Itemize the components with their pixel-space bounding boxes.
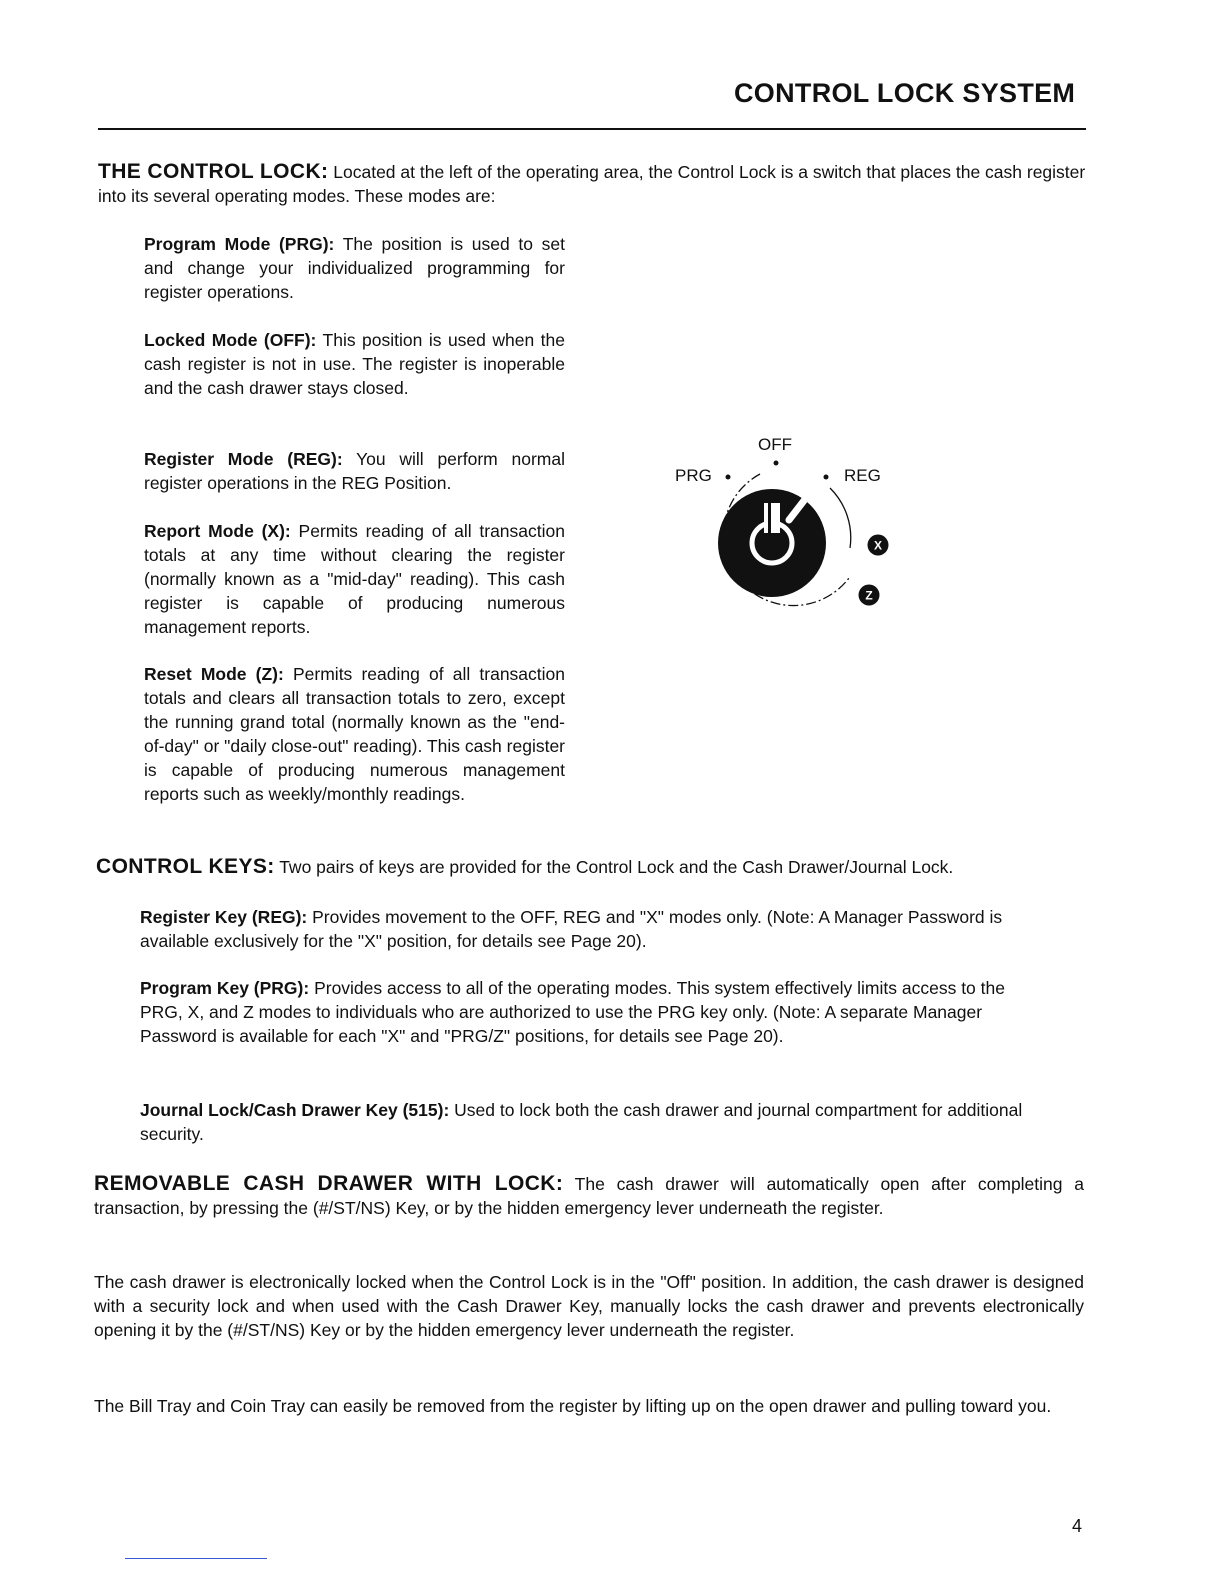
header-rule xyxy=(98,128,1086,130)
mode-term: Register Mode (REG): xyxy=(144,449,343,469)
mode-text: Permits reading of all transaction totals and clears all transaction totals to zero, except the running grand total (normally known as the "end-of-day" or "daily close-out" reading). This cash register is capable of producing numerous management reports such as weekly/monthly readings. xyxy=(144,664,566,804)
mode-register xyxy=(144,447,565,495)
control-keys-text: Two pairs of keys are provided for the Control Lock and the Cash Drawer/Journal Lock. xyxy=(274,857,954,877)
control-lock-text: Located at the left of the operating area, the Control Lock is a switch that places the cash register into its several operating modes. These modes are: xyxy=(98,162,1086,206)
control-lock-paragraph xyxy=(98,160,1086,208)
cash-drawer-paragraph xyxy=(94,1172,1084,1220)
cash-drawer-lock-paragraph: The cash drawer is electronically locked when the Control Lock is in the "Off" position. In addition, the cash drawer is designed with a security lock and when used with the Cash Drawer Key, manually locks the cash drawer and prevents electronically opening it by the (#/ST/NS) Key or by the hidden emergency lever underneath the register. xyxy=(94,1272,1084,1340)
reg-position-dot xyxy=(824,475,829,480)
mode-reset xyxy=(144,662,565,806)
key-term: Register Key (REG): xyxy=(140,907,308,927)
key-item-program xyxy=(140,976,1040,1048)
footer-rule xyxy=(125,1558,267,1559)
mode-text: You will perform normal register operations in the REG Position. xyxy=(144,449,565,493)
prg-position-dot xyxy=(726,475,731,480)
control-lock-diagram xyxy=(664,428,914,638)
key-term: Journal Lock/Cash Drawer Key (515): xyxy=(140,1100,450,1120)
page-title: CONTROL LOCK SYSTEM xyxy=(734,78,1076,108)
mode-program xyxy=(144,232,565,304)
key-slot-groove xyxy=(768,503,771,533)
key-slot xyxy=(764,503,780,533)
diagram-label-off: OFF xyxy=(758,435,792,454)
control-keys-paragraph xyxy=(96,855,1088,879)
mode-term: Reset Mode (Z): xyxy=(144,664,284,684)
mode-term: Locked Mode (OFF): xyxy=(144,330,317,350)
diagram-label-reg: REG xyxy=(844,466,881,485)
key-term: Program Key (PRG): xyxy=(140,978,310,998)
mode-text: The position is used to set and change your individualized programming for register operations. xyxy=(144,234,565,302)
control-lock-svg xyxy=(664,428,914,638)
mode-term: Report Mode (X): xyxy=(144,521,291,541)
key-text: Provides access to all of the operating modes. This system effectively limits access to the PRG, X, and Z modes to individuals who are authorized to use the PRG key only. (Note: A separate Manager Password is available for each "X" and "PRG/Z" positions, for details see Page 20). xyxy=(140,978,1005,1046)
mode-z-badge-label: Z xyxy=(865,588,873,603)
key-item-journal xyxy=(140,1098,1040,1146)
lock-ring-arc xyxy=(830,488,851,548)
cash-drawer-heading: REMOVABLE CASH DRAWER WITH LOCK: xyxy=(94,1172,564,1195)
key-text: Used to lock both the cash drawer and journal compartment for additional security. xyxy=(140,1100,1023,1144)
mode-x-badge-label: X xyxy=(873,538,883,553)
mode-report xyxy=(144,519,565,639)
off-position-dot xyxy=(774,461,779,466)
mode-term: Program Mode (PRG): xyxy=(144,234,335,254)
key-item-register xyxy=(140,905,1040,953)
cash-drawer-text: The cash drawer will automatically open after completing a transaction, by pressing the (#/ST/NS) Key, or by the hidden emergency lever underneath the register. xyxy=(94,1174,1084,1218)
page-number: 4 xyxy=(1072,1516,1083,1536)
control-keys-heading: CONTROL KEYS: xyxy=(96,855,275,878)
mode-text: Permits reading of all transaction totals at any time without clearing the register (normally known as a "mid-day" reading). This cash register is capable of producing numerous management reports. xyxy=(144,521,565,637)
trays-paragraph: The Bill Tray and Coin Tray can easily be removed from the register by lifting up on the open drawer and pulling toward you. xyxy=(94,1396,1052,1416)
key-text: Provides movement to the OFF, REG and "X" modes only. (Note: A Manager Password is available exclusively for the "X" position, for details see Page 20). xyxy=(140,907,1003,951)
mode-locked xyxy=(144,328,565,400)
control-lock-heading: THE CONTROL LOCK: xyxy=(98,160,329,183)
mode-text: This position is used when the cash register is not in use. The register is inoperable and the cash drawer stays closed. xyxy=(144,330,566,398)
diagram-label-prg: PRG xyxy=(675,466,712,485)
